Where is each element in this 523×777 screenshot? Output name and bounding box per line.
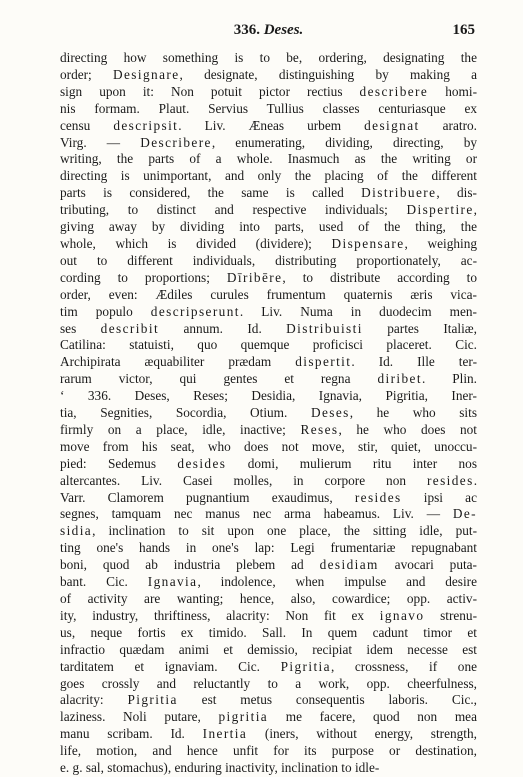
text-line	[60, 726, 477, 743]
text-line	[60, 642, 477, 659]
text-run: Varr.	[60, 489, 108, 505]
text-run: nis formam.	[60, 100, 140, 116]
text-run: Sedemus	[107, 455, 178, 471]
text-line	[60, 50, 477, 67]
page-number: 165	[452, 22, 475, 38]
text-run: parts is considered, the same is called	[60, 185, 362, 201]
text-run: , weighing	[404, 235, 478, 251]
text-run: , without energy, strength,	[295, 726, 477, 742]
text-run: Dīribēre	[226, 269, 283, 285]
text-run: of activity are wanting; hence, also, cowardice; opp. activ-	[60, 591, 477, 606]
text-line	[60, 388, 477, 405]
text-run: Id.	[222, 320, 287, 336]
text-run: aratro.	[419, 117, 477, 133]
text-run: In quem cadunt timor et	[301, 624, 478, 640]
text-line	[60, 692, 477, 709]
text-run: Liv. —	[380, 506, 453, 522]
text-run: descripsit	[113, 117, 179, 133]
text-line	[60, 287, 477, 304]
text-run: censu	[60, 117, 114, 133]
text-line	[60, 118, 477, 135]
text-line	[60, 151, 477, 168]
text-run: (	[247, 726, 270, 742]
text-run: Sall.	[246, 624, 302, 640]
text-run: Pigritia	[280, 658, 331, 674]
text-run: Non potuit pictor rectius	[170, 83, 360, 99]
text-run: Distribuere	[361, 185, 437, 201]
text-line	[60, 591, 477, 608]
text-line	[60, 354, 477, 371]
text-run: est metus consequentis laboris.	[177, 692, 429, 708]
text-run: altercantes.	[60, 472, 121, 488]
text-run: out to different individuals, distributing proportionately, ac-	[60, 252, 477, 268]
text-run: Cic.	[86, 574, 148, 590]
section-number: 336.	[233, 22, 260, 38]
text-run: Catilina: statuisti, quo quemque proficisci placeret.	[60, 337, 432, 353]
text-run: pigritia	[218, 709, 269, 725]
text-run: ‘ 336. Deses, Reses; Desidia, Ignavia, Pigritia, Iner-	[60, 388, 477, 404]
text-run: Dispertire	[406, 202, 474, 218]
text-run: , enumerating, dividing, directing, by	[211, 134, 478, 150]
text-run: ,	[473, 202, 477, 218]
text-line	[60, 659, 477, 676]
text-run: Legi frumentariæ repugnabant	[290, 540, 477, 556]
text-run: life, motion, and hence unfit for its purpose or destination,	[60, 743, 477, 759]
text-run: cording to proportions;	[60, 269, 227, 285]
text-run: . Liv.	[178, 117, 249, 133]
text-run: Archipirata æquabiliter prædam	[60, 354, 296, 370]
text-run: strenu-	[424, 607, 477, 623]
text-run: , designate, distinguishing by making a	[179, 66, 477, 82]
text-run: desidiam	[319, 557, 379, 573]
text-run: resides	[354, 489, 402, 505]
text-run: firmly on a place, idle, inactive;	[60, 421, 301, 437]
text-line	[60, 506, 477, 523]
text-line	[60, 743, 477, 760]
text-run: ipsi ac	[401, 489, 477, 505]
text-run: , he who sits	[349, 405, 477, 421]
text-line	[60, 253, 477, 270]
text-line	[60, 304, 477, 321]
text-run: tributing, to distinct and respective individuals;	[60, 202, 407, 218]
text-run: annum.	[159, 320, 223, 336]
text-run: Plaut.	[139, 100, 209, 116]
text-line	[60, 676, 477, 693]
text-run: De-	[452, 506, 478, 522]
text-run: tarditatem et ignaviam.	[60, 658, 218, 674]
text-line	[60, 371, 477, 388]
text-run: sidia	[60, 523, 93, 539]
text-run: descripserunt	[150, 303, 240, 319]
text-run: Ædiles curules frumentum quaternis æris vica-	[155, 286, 477, 302]
text-run: Casei molles, in corpore non	[183, 472, 427, 488]
text-run: boni, quod ab industria plebem ad	[60, 557, 320, 573]
text-run: directing is unimportant, and only the placing of the different	[60, 168, 477, 184]
text-run: , to distribute according to	[282, 269, 477, 285]
text-run: directing how something is to be, ordering, designating the	[60, 50, 477, 65]
text-run: alacrity:	[60, 692, 128, 708]
text-run: laziness.	[60, 709, 124, 725]
text-run: . Id.	[351, 354, 418, 370]
text-run: Noli putare,	[123, 709, 219, 725]
text-run: order;	[60, 66, 113, 82]
text-run: diribet	[377, 371, 422, 387]
text-run: order, even:	[60, 286, 156, 302]
text-run: designat	[364, 117, 420, 133]
text-run: segnes, tamquam nec manus nec arma habeamus.	[60, 506, 381, 522]
text-run: sal, stomachus	[85, 760, 164, 776]
text-line	[60, 625, 477, 642]
text-run: Ignavia	[147, 574, 198, 590]
text-run: ses	[60, 320, 101, 336]
text-run: Ille ter-	[417, 354, 477, 370]
text-line	[60, 270, 477, 287]
text-run: e. g.	[60, 760, 86, 776]
running-header	[60, 20, 477, 42]
text-run: us, neque fortis ex timido.	[60, 624, 247, 640]
text-run: ity, industry, thriftiness, alacrity:	[60, 607, 286, 623]
text-run: move from his seat, who does not move, stir, quiet, unoccu-	[60, 438, 477, 454]
text-run: domi, mulierum ritu inter nos	[226, 455, 477, 471]
text-run: , crossness, if one	[330, 658, 477, 674]
text-run: me facere, quod non mea	[268, 709, 477, 725]
text-run: dispertit	[295, 354, 352, 370]
text-run: Non fit ex	[285, 607, 380, 623]
text-run: ting one's hands in one's lap:	[60, 540, 291, 556]
text-line	[60, 236, 477, 253]
text-run: , inclination to sit upon one place, the sitting idle, put-	[92, 523, 477, 539]
text-run: Pigritia	[127, 692, 178, 708]
text-line	[60, 574, 477, 591]
text-run: desides	[177, 455, 227, 471]
text-line	[60, 67, 477, 84]
text-run: Deses	[310, 405, 350, 421]
text-run: homi-	[428, 83, 477, 99]
text-run: Cic.	[217, 658, 281, 674]
text-line	[60, 709, 477, 726]
text-run: Describere	[140, 134, 212, 150]
text-line	[60, 168, 477, 185]
body-text	[60, 50, 477, 777]
text-run: avocari puta-	[378, 557, 477, 573]
text-line	[60, 473, 477, 490]
text-run: rarum victor, qui gentes et regna	[60, 371, 378, 387]
text-run: , he who does not	[338, 421, 477, 437]
text-run: Clamorem pugnantium exaudimus,	[107, 489, 355, 505]
text-line	[60, 523, 477, 540]
text-run: ignavo	[379, 607, 425, 623]
text-line	[60, 219, 477, 236]
text-line	[60, 456, 477, 473]
text-run: . Plin.	[421, 371, 477, 387]
text-line	[60, 422, 477, 439]
text-line	[60, 202, 477, 219]
text-run: ), enduring inactivity, inclination to idle-	[163, 760, 380, 776]
text-run: dividere	[260, 235, 304, 251]
text-line	[60, 337, 477, 354]
text-line	[60, 101, 477, 118]
text-run: infractio quædam animi et demissio, recipiat idem necesse est	[60, 641, 477, 657]
text-run: Reses	[300, 421, 339, 437]
text-run: Designare	[113, 66, 180, 82]
text-line	[60, 608, 477, 625]
text-line	[60, 490, 477, 507]
text-run: describit	[100, 320, 160, 336]
text-run: Æneas urbem	[248, 117, 365, 133]
text-run: Id.	[152, 726, 203, 742]
text-line	[60, 84, 477, 101]
text-run: Distribuisti	[286, 320, 363, 336]
text-line	[60, 405, 477, 422]
text-run: resides	[426, 472, 474, 488]
text-line	[60, 439, 477, 456]
text-run: Inertia	[202, 726, 248, 742]
text-run: Numa in duodecim men-	[300, 303, 477, 319]
text-run: writing, the parts of a whole. Inasmuch as the writing or	[60, 151, 477, 167]
text-run: tia, Segnities, Socordia, Otium.	[60, 405, 311, 421]
text-line	[60, 321, 477, 338]
text-run: Cic.	[431, 337, 477, 353]
text-run: partes Italiæ,	[362, 320, 477, 336]
text-run: bant.	[60, 574, 87, 590]
section-word: Deses.	[263, 22, 304, 38]
text-line	[60, 185, 477, 202]
text-run: iners	[269, 726, 296, 742]
text-run: .	[473, 472, 478, 488]
text-run: Liv.	[120, 472, 183, 488]
text-line	[60, 557, 477, 574]
text-run: tim populo	[60, 303, 151, 319]
section-heading	[60, 22, 477, 39]
text-line	[60, 135, 477, 152]
text-run: sign upon it:	[60, 83, 171, 99]
text-run: giving away by dividing into parts, used of the thing, the	[60, 219, 477, 235]
text-run: Cic.,	[428, 692, 477, 708]
text-run: Dispensare	[331, 235, 405, 251]
text-run: goes crossly and reluctantly to a work, opp. cheerfulness,	[60, 675, 477, 691]
text-run: , dis-	[436, 185, 477, 201]
text-line	[60, 760, 477, 777]
text-run: describere	[359, 83, 429, 99]
text-line	[60, 540, 477, 557]
text-run: Virg. —	[60, 134, 141, 150]
text-run: pied:	[60, 455, 108, 471]
text-run: Servius Tullius classes centuriasque ex	[208, 100, 478, 116]
text-run: , indolence, when impulse and desire	[197, 574, 477, 590]
text-run: whole, which is divided (	[60, 235, 261, 251]
text-run: . Liv.	[239, 303, 301, 319]
text-run: manu scribam.	[60, 726, 153, 742]
text-run: );	[303, 235, 332, 251]
